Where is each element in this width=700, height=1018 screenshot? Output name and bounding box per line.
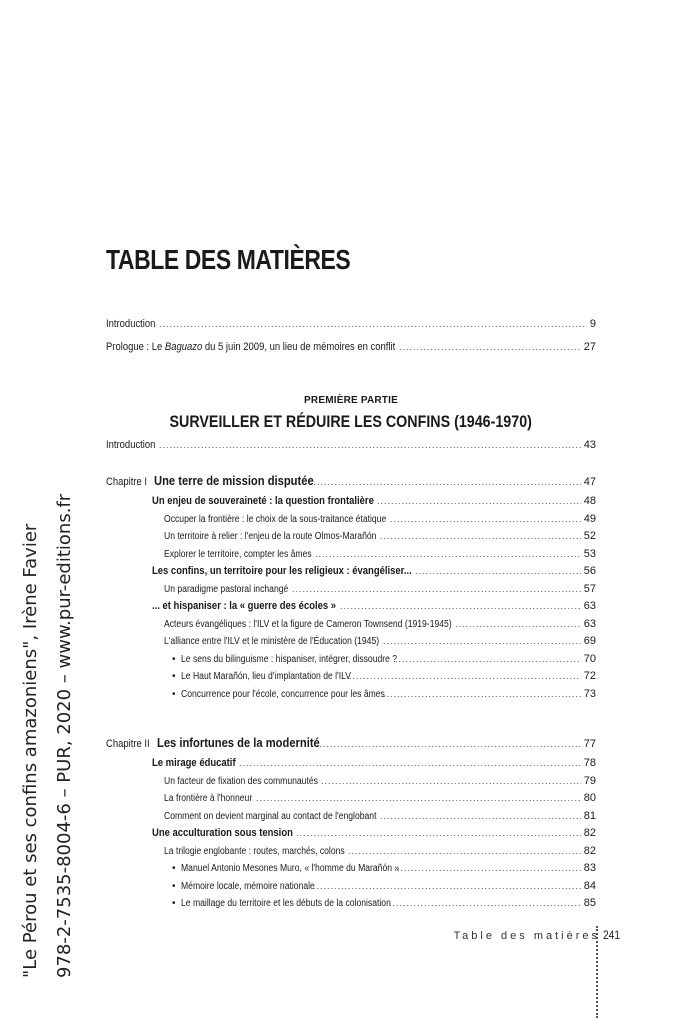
toc-entry-text: Occuper la frontière : le choix de la sous-traitance étatique [164,513,387,525]
toc-entry-page: 52 [583,530,596,542]
toc-entry-text: Une acculturation sous tension [152,827,293,839]
toc-entry-page: 63 [583,617,596,630]
leader-dots [256,791,581,805]
toc-entry-page: 78 [583,757,596,769]
leader-dots [313,879,581,893]
toc-entry [164,529,596,544]
toc-entry-page: 80 [583,792,596,804]
bullet-icon: • [172,688,176,700]
toc-entry-page: 48 [583,495,596,507]
toc-entry-text: • Concurrence pour l'école, concurrence pour les âmes [172,688,385,700]
toc-entry-page: 82 [583,827,596,839]
page-title: TABLE DES MATIÈRES [106,244,351,275]
toc-entry-page: 77 [583,738,596,750]
leader-dots [380,529,581,543]
toc-entry-page: 47 [583,476,596,488]
toc-chapter [106,736,596,751]
leader-dots [321,774,581,788]
leader-dots [383,687,581,701]
toc-entry [164,791,596,806]
leader-dots [399,340,581,354]
toc-entry [152,826,596,840]
leader-dots [239,756,581,770]
toc-entry-page: 84 [583,879,596,892]
toc-entry [152,564,596,578]
page-number: 241 [603,928,621,942]
toc-entry-page: 27 [583,341,596,353]
toc-entry-page: 56 [583,565,596,577]
toc-entry [106,340,596,354]
toc-entry-page: 82 [583,844,596,857]
footer-divider [596,926,598,1018]
toc-entry-page: 81 [583,809,596,822]
leader-dots [315,547,581,561]
toc-entry-text: ... et hispaniser : la « guerre des écoles » [152,600,337,612]
toc-entry [164,582,596,597]
toc-entry-page: 9 [589,318,596,330]
spine-line-isbn: 978-2-7535-8004-6 – PUR, 2020 – www.pur-editions.fr [54,493,75,978]
toc-entry-page: 70 [583,652,596,665]
toc-entry-page: 85 [583,897,596,909]
toc-entry [152,756,596,770]
toc-entry [164,774,596,789]
toc-entry-page: 49 [583,512,596,525]
toc-entry-page: 63 [583,600,596,612]
toc-entry [106,438,596,452]
toc-entry [172,879,596,894]
toc-entry-text: La frontière à l'honneur [164,793,253,804]
toc-entry-page: 43 [583,439,596,451]
toc-entry [172,652,596,667]
toc-entry [172,896,596,911]
toc-entry-page: 72 [583,670,596,682]
toc-entry [164,512,596,527]
toc-entry-text: • Mémoire locale, mémoire nationale [172,880,315,892]
leader-dots [390,512,581,526]
bullet-icon: • [172,653,176,665]
running-title: Table des matières [453,930,600,942]
toc-entry-page: 53 [583,547,596,560]
toc-entry-text: • Manuel Antonio Mesones Muro, « l'homme du Marañón » [172,863,399,874]
toc-entry-text: Un enjeu de souveraineté : la question frontalière [152,495,374,507]
toc-entry [164,547,596,562]
toc-entry-page: 79 [583,774,596,787]
toc-entry [172,669,596,684]
toc-entry-page: 83 [583,862,596,874]
toc-entry [152,494,596,508]
toc-chapter [106,474,596,489]
bullet-icon: • [172,671,176,682]
toc-entry [164,844,596,859]
toc-entry [172,687,596,702]
leader-dots [455,617,581,631]
bullet-icon: • [172,880,176,892]
leader-dots [340,599,581,613]
leader-dots [296,826,581,840]
leader-dots [159,317,587,331]
toc-entry-text: Explorer le territoire, compter les âmes [164,548,312,560]
spine-credits [20,458,80,978]
bullet-icon: • [172,898,176,909]
toc-entry-text: Le mirage éducatif [152,757,236,769]
part-title: SURVEILLER ET RÉDUIRE LES CONFINS (1946-1970) [169,412,533,431]
toc-entry-text: • Le sens du bilinguisme : hispaniser, intégrer, dissoudre ? [172,653,397,665]
toc-entry [106,317,596,331]
toc-entry-text: Chapitre IILes infortunes de la modernité [106,735,320,750]
toc-entry-text: La trilogie englobante : routes, marchés, colons [164,845,345,857]
toc-entry-text: • Le Haut Marañón, lieu d'implantation de l'ILV [172,671,351,682]
toc-entry [164,617,596,632]
toc-entry-page: 69 [583,635,596,647]
part-label: PREMIÈRE PARTIE [304,395,398,406]
toc-entry [152,599,596,613]
leader-dots [377,494,581,508]
toc-entry-text: Introduction [106,439,156,451]
toc-entry-text: Chapitre IUne terre de mission disputée [106,473,314,488]
toc-entry-text: L'alliance entre l'ILV et le ministère de l'Éducation (1945) [164,636,380,647]
leader-dots [292,582,581,596]
toc-entry-text: Introduction [106,318,156,330]
leader-dots [380,809,581,823]
toc-entry-text: Un territoire à relier : l'enjeu de la route Olmos-Marañón [164,531,377,542]
toc-entry [172,861,596,876]
toc-entry-text: Un facteur de fixation des communautés [164,775,318,787]
leader-dots [397,861,581,875]
spine-line-title: "Le Pérou et ses confins amazoniens", Irène Favier [20,523,41,978]
leader-dots [316,737,581,751]
toc-entry [164,809,596,824]
leader-dots [383,634,581,648]
toc-entry-text: Comment on devient marginal au contact de l'englobant [164,810,377,822]
leader-dots [395,652,581,666]
leader-dots [310,475,581,489]
leader-dots [348,844,581,858]
leader-dots [389,896,581,910]
toc-entry-text: Prologue : Le Baguazo du 5 juin 2009, un lieu de mémoires en conflit [106,341,396,353]
leader-dots [159,438,581,452]
leader-dots [349,669,581,683]
toc-entry-text: Les confins, un territoire pour les religieux : évangéliser... [152,565,412,577]
leader-dots [415,564,581,578]
toc-entry-text: Acteurs évangéliques : l'ILV et la figure de Cameron Townsend (1919-1945) [164,618,452,630]
toc-entry-page: 57 [583,582,596,595]
toc-entry-text: Un paradigme pastoral inchangé [164,583,289,595]
toc-entry-text: • Le maillage du territoire et les débuts de la colonisation [172,898,391,909]
toc-entry [164,634,596,649]
toc-entry-page: 73 [583,687,596,700]
bullet-icon: • [172,863,176,874]
